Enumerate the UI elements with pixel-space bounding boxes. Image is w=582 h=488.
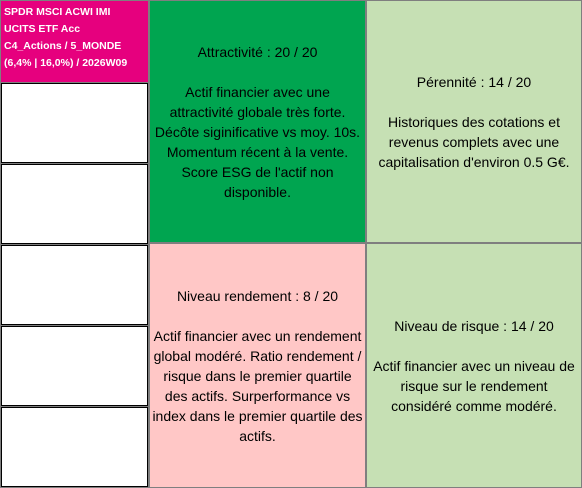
fund-name-line2: UCITS ETF Acc	[4, 23, 81, 35]
rendement-description: Actif financier avec un rendement global modéré. Ratio rendement / risque dans le premier quartile des actifs. Surperformance vs index dans le premier quartile des actifs.	[152, 327, 363, 444]
fund-stats: (6,4% | 16,0%) / 2026W09	[4, 57, 128, 69]
empty-cell-4	[1, 326, 148, 406]
empty-cell-5	[1, 407, 148, 487]
fund-label	[1, 1, 148, 82]
fund-category: C4_Actions / 5_MONDE	[4, 40, 122, 52]
risque-title: Niveau de risque : 14 / 20	[394, 317, 554, 334]
risque-description: Actif financier avec un niveau de risque sur le rendement considéré comme modéré.	[373, 357, 575, 414]
rendement-title: Niveau rendement : 8 / 20	[176, 287, 339, 304]
empty-cell-3	[1, 245, 148, 325]
perennite-description: Historiques des cotations et revenus complets avec une capitalisation d'environ 0.5 G€.	[378, 113, 570, 170]
attractivite-card	[150, 1, 365, 242]
fund-name-line1: SPDR MSCI ACWI IMI	[4, 6, 111, 18]
perennite-title: Pérennité : 14 / 20	[416, 73, 532, 90]
rendement-card	[150, 244, 365, 487]
risque-card	[367, 244, 581, 487]
attractivite-title: Attractivité : 20 / 20	[197, 43, 318, 60]
empty-cell-1	[1, 83, 148, 163]
attractivite-description: Actif financier avec une attractivité globale très forte. Décôte siginificative vs moy. 10s. Momentum récent à la vente. Score ESG de l'actif non disponible.	[154, 83, 361, 200]
perennite-card	[367, 1, 581, 242]
empty-cell-2	[1, 164, 148, 244]
